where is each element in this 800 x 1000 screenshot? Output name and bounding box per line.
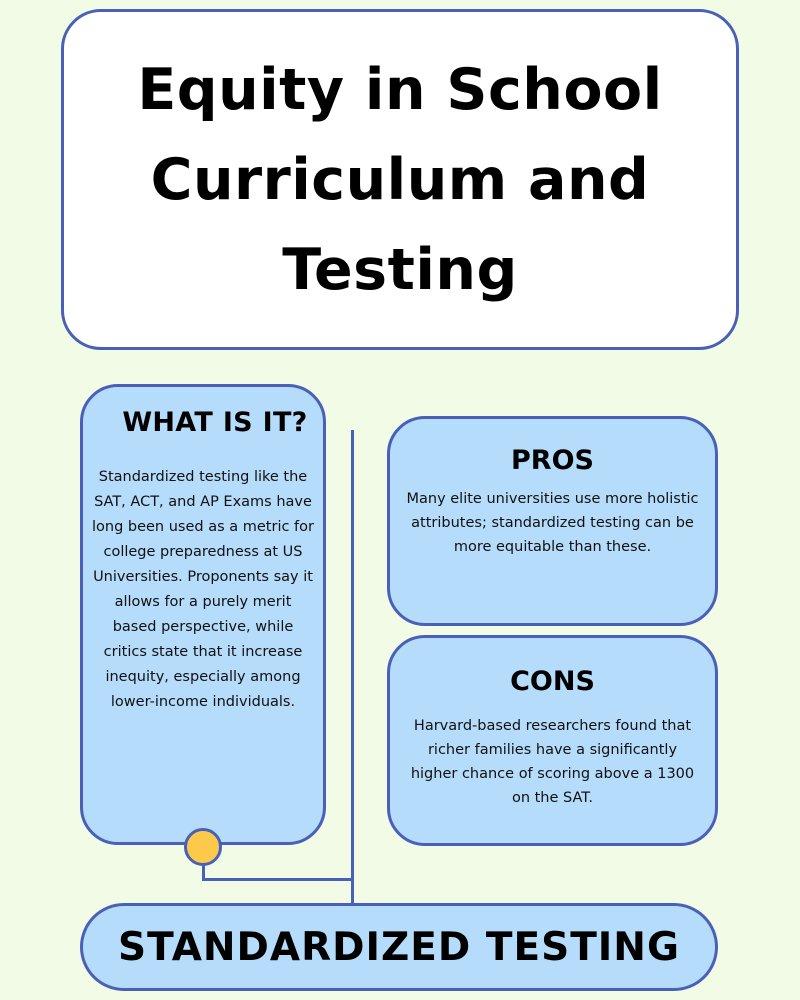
cons-body: Harvard-based researchers found that richer families have a significantly higher chance of scoring above a 1300 on the SAT. [410,718,695,806]
what-is-it-heading: WHAT IS IT? [122,407,308,438]
title-card [61,9,739,350]
banner-label: STANDARDIZED TESTING [118,924,680,970]
cons-card [387,635,718,846]
pros-card [387,416,718,626]
connector-horizontal-line [202,878,354,881]
connector-vertical-line [351,430,354,904]
connector-dot [184,828,222,866]
page-title: Equity in School Curriculum and Testing [137,56,663,303]
what-is-it-card [80,384,326,845]
pros-body: Many elite universities use more holistic attributes; standardized testing can be more equitable than these. [406,491,699,555]
standardized-testing-banner [80,903,718,991]
pros-heading: PROS [511,445,594,476]
cons-heading: CONS [510,666,595,697]
what-is-it-body: Standardized testing like the SAT, ACT, and AP Exams have long been used as a metric for college preparedness at US Universities. Proponents say it allows for a purely merit based perspective, while critics state that it increase inequity, especially among lower-income individuals. [91,469,314,710]
